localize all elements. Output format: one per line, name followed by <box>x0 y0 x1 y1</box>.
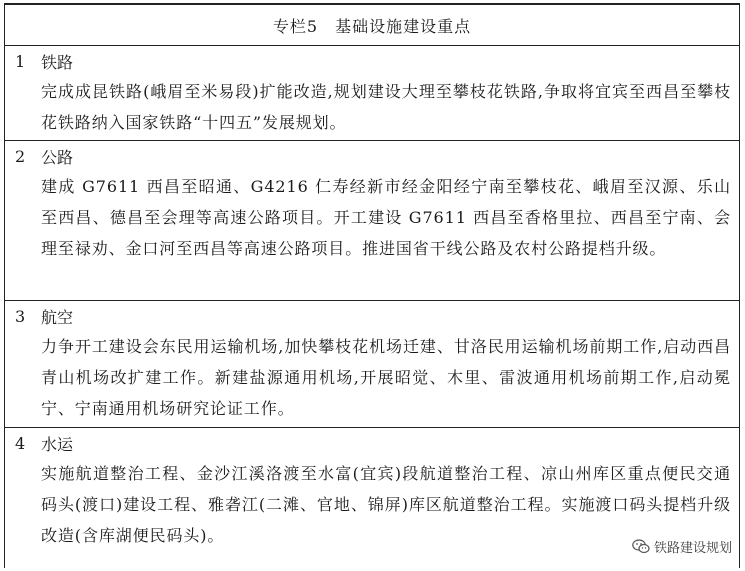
section-railway <box>5 46 739 141</box>
section-heading <box>5 141 739 171</box>
section-title: 航空 <box>41 307 74 327</box>
infobox-title: 专栏5 基础设施建设重点 <box>5 5 739 46</box>
section-body: 完成成昆铁路(峨眉至米易段)扩能改造,规划建设大理至攀枝花铁路,争取将宜宾至西昌至攀枝花铁路纳入国家铁路“十四五”发展规划。 <box>41 82 731 132</box>
section-title: 水运 <box>41 434 74 454</box>
watermark <box>629 536 735 557</box>
section-index: 2 <box>15 146 26 166</box>
section-body: 力争开工建设会东民用运输机场,加快攀枝花机场迁建、甘洛民用运输机场前期工作,启动西昌青山机场改扩建工作。新建盐源通用机场,开展昭觉、木里、雷波通用机场前期工作,启动冕宁、宁南通用机场研究论证工作。 <box>41 337 731 418</box>
section-heading <box>5 428 739 458</box>
section-index: 3 <box>15 306 26 326</box>
section-index: 1 <box>15 51 26 71</box>
wechat-icon <box>632 539 650 554</box>
section-body: 实施航道整治工程、金沙江溪洛渡至水富(宜宾)段航道整治工程、凉山州库区重点便民交通码头(渡口)建设工程、雅砻江(二滩、官地、锦屏)库区航道整治工程。实施渡口码头提档升级改造(含库湖便民码头)。 <box>41 464 731 545</box>
section-title: 铁路 <box>41 52 74 72</box>
section-body: 建成 G7611 西昌至昭通、G4216 仁寿经新市经金阳经宁南至攀枝花、峨眉至汉源、乐山至西昌、德昌至会理等高速公路项目。开工建设 G7611 西昌至香格里拉、西昌至宁南、会理至禄劝、金口河至西昌等高速公路项目。推进国省干线公路及农村公路提档升级。 <box>41 177 731 258</box>
section-title: 公路 <box>41 147 74 167</box>
section-heading <box>5 46 739 76</box>
watermark-text: 铁路建设规划 <box>653 541 732 556</box>
section-aviation <box>5 301 739 428</box>
section-heading <box>5 301 739 331</box>
section-index: 4 <box>15 433 26 453</box>
section-highway <box>5 141 739 301</box>
infobox-table <box>4 3 740 568</box>
